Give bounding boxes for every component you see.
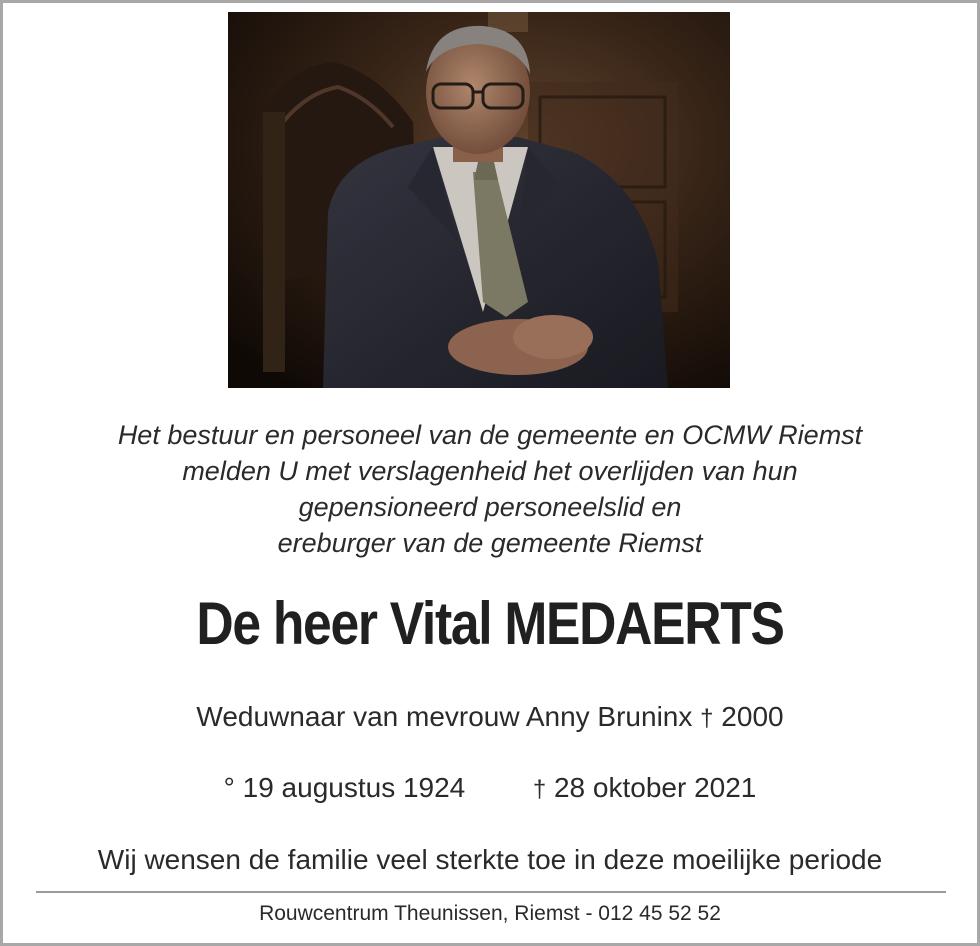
death-date: 28 oktober 2021 [553, 772, 757, 803]
condolence-wish: Wij wensen de familie veel sterkte toe in deze moeilijke periode [97, 844, 883, 875]
widower-text: Weduwnaar van mevrouw Anny Bruninx [196, 701, 693, 732]
intro-line: melden U met verslagenheid het overlijden van hun [182, 456, 798, 486]
life-dates [3, 770, 977, 808]
widower-year: 2000 [721, 701, 784, 732]
widower-line [3, 699, 977, 737]
intro-line: Het bestuur en personeel van de gemeente en OCMW Riemst [117, 420, 863, 450]
funeral-home-footer: Rouwcentrum Theunissen, Riemst - 012 45 52 52 [259, 902, 721, 925]
portrait-photo [228, 12, 730, 388]
intro-text [3, 417, 977, 561]
intro-line: ereburger van de gemeente Riemst [277, 528, 703, 558]
birth-date: 19 augustus 1924 [242, 772, 466, 803]
cross-icon: † [700, 705, 714, 732]
intro-line: gepensioneerd personeelslid en [298, 492, 682, 522]
birth-symbol: ° [223, 772, 235, 803]
portrait-image [228, 12, 730, 388]
death-cross-icon: † [532, 776, 547, 803]
deceased-name: De heer Vital MEDAERTS [196, 590, 784, 657]
divider [36, 891, 946, 893]
